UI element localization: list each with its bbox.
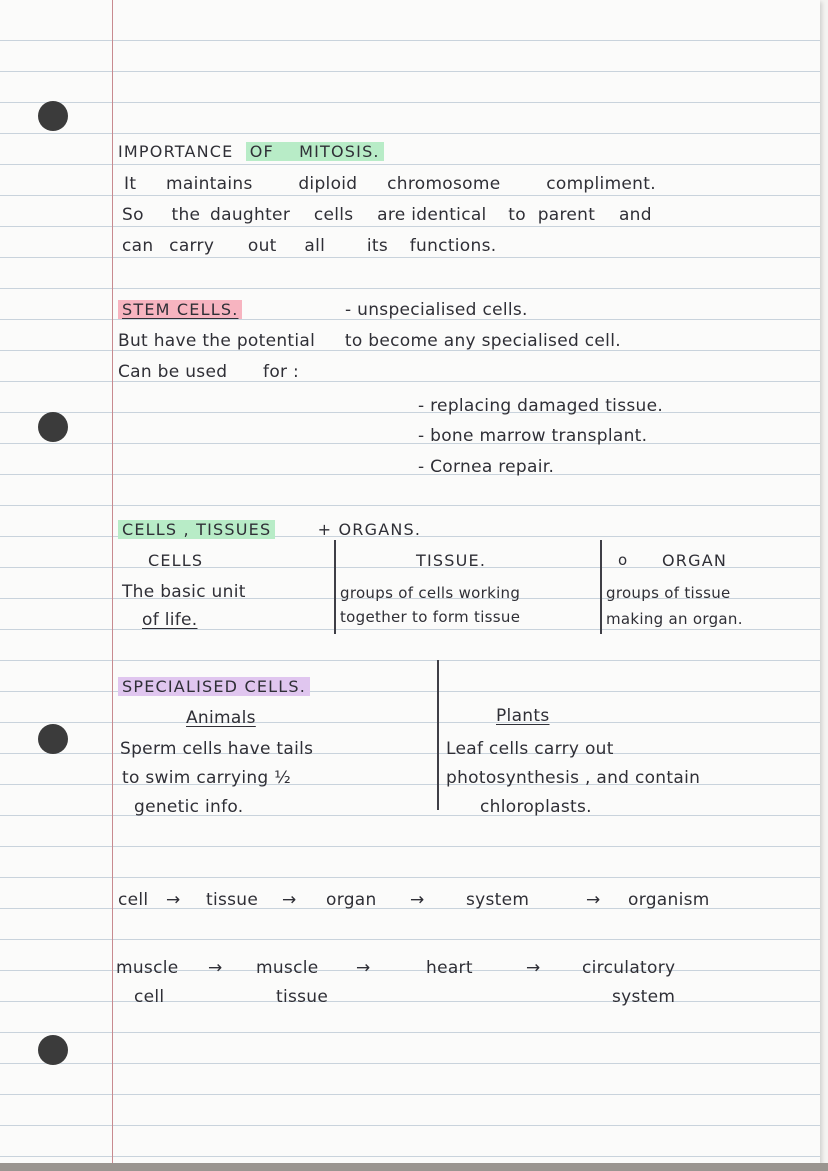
punch-hole: [38, 101, 68, 131]
example-circulatory-system: system: [612, 987, 676, 1007]
tissue-definition: groups of cells working: [340, 584, 521, 602]
animals-text: to swim carrying ½: [122, 768, 291, 788]
stem-heading: [118, 300, 242, 319]
heading-word: IMPORTANCE: [118, 142, 234, 161]
cells-column-title: CELLS: [148, 551, 204, 570]
specialised-heading: [118, 677, 310, 696]
example-muscle-tissue: tissue: [276, 987, 329, 1007]
organ-mark: o: [618, 551, 628, 569]
arrow-icon: →: [410, 890, 425, 910]
mitosis-line-2: So the daughter cells are identical to parent and: [122, 205, 652, 225]
chain-system: system: [466, 890, 530, 910]
animals-text: Sperm cells have tails: [120, 739, 314, 759]
punch-hole: [38, 1035, 68, 1065]
cto-heading: CELLS , TISSUES + ORGANS.: [118, 520, 421, 539]
arrow-icon: →: [586, 890, 601, 910]
highlighted-heading: STEM CELLS.: [118, 300, 242, 319]
chain-organ: organ: [326, 890, 377, 910]
plants-text: photosynthesis , and contain: [446, 768, 701, 788]
mitosis-line-3: can carry out all its functions.: [122, 236, 497, 256]
stem-definition: - unspecialised cells.: [345, 300, 528, 320]
stem-use: - Cornea repair.: [418, 457, 555, 477]
column-divider: [334, 540, 336, 634]
animals-text: genetic info.: [134, 797, 244, 817]
arrow-icon: →: [526, 958, 541, 978]
animals-title: Animals: [186, 708, 256, 728]
highlighted-heading: CELLS , TISSUES: [118, 520, 275, 539]
arrow-icon: →: [208, 958, 223, 978]
cells-definition: The basic unit: [122, 582, 246, 602]
organ-definition: making an organ.: [606, 610, 743, 628]
arrow-icon: →: [282, 890, 297, 910]
tissue-definition: together to form tissue: [340, 608, 521, 626]
cells-definition: of life.: [142, 610, 198, 630]
column-divider: [437, 660, 439, 810]
arrow-icon: →: [356, 958, 371, 978]
stem-use: - replacing damaged tissue.: [418, 396, 664, 416]
stem-line-2: But have the potential to become any specialised cell.: [118, 331, 621, 351]
highlighted-heading: OF MITOSIS.: [246, 142, 384, 161]
paper-edge: [0, 1163, 828, 1171]
plants-text: chloroplasts.: [480, 797, 592, 817]
mitosis-line-1: It maintains diploid chromosome compliment.: [124, 174, 656, 194]
stem-line-3: Can be used for :: [118, 362, 300, 382]
organ-column-title: ORGAN: [662, 551, 728, 570]
stem-use: - bone marrow transplant.: [418, 426, 648, 446]
example-muscle-cell: cell: [134, 987, 165, 1007]
punch-hole: [38, 724, 68, 754]
example-heart: heart: [426, 958, 473, 978]
arrow-icon: →: [166, 890, 181, 910]
margin-line: [112, 0, 113, 1163]
example-muscle-tissue: muscle: [256, 958, 319, 978]
example-muscle-cell: muscle: [116, 958, 179, 978]
plants-text: Leaf cells carry out: [446, 739, 614, 759]
tissue-column-title: TISSUE.: [416, 551, 487, 570]
plants-title: Plants: [496, 706, 550, 726]
punch-hole: [38, 412, 68, 442]
chain-cell: cell: [118, 890, 149, 910]
chain-organism: organism: [628, 890, 710, 910]
organ-definition: groups of tissue: [606, 584, 731, 602]
example-circulatory-system: circulatory: [582, 958, 676, 978]
column-divider: [600, 540, 602, 634]
highlighted-heading: SPECIALISED CELLS.: [118, 677, 310, 696]
mitosis-heading: [118, 142, 384, 161]
chain-tissue: tissue: [206, 890, 259, 910]
